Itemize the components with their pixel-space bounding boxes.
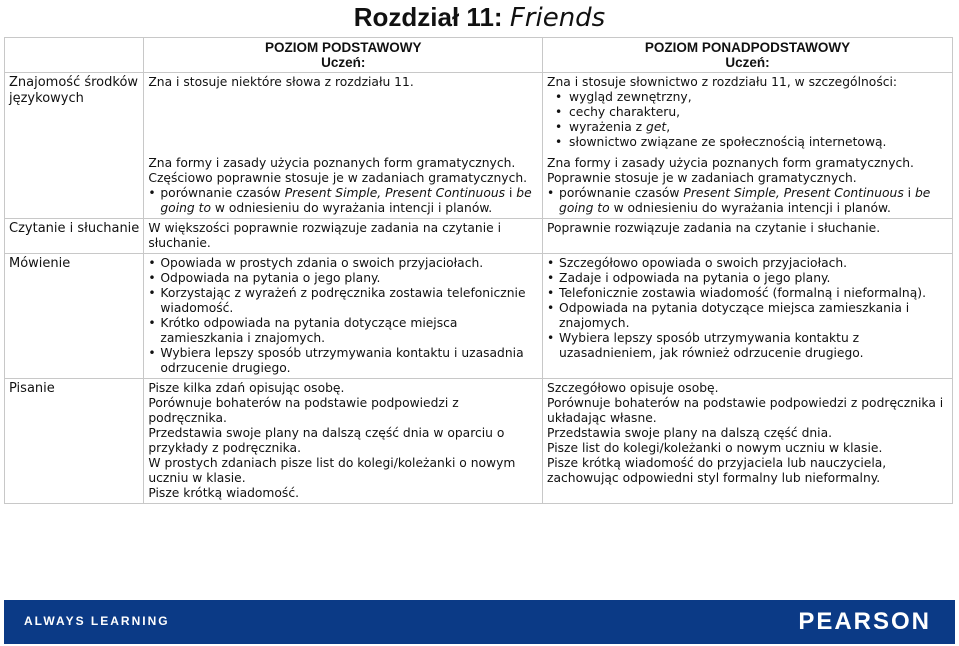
- header-row: [5, 38, 953, 73]
- language-basic-grammar: Zna formy i zasady użycia poznanych form gramatycznych.: [148, 156, 516, 170]
- list-item: Pisze kilka zdań opisując osobę.: [148, 381, 345, 395]
- title-main: Rozdział 11:: [353, 2, 503, 32]
- list-item: • Korzystając z wyrażeń z podręcznika zostawia telefonicznie wiadomość.: [148, 286, 538, 316]
- list-item: • cechy charakteru,: [547, 105, 948, 120]
- list-item: • Telefonicznie zostawia wiadomość (formalną i nieformalną).: [547, 286, 948, 301]
- list-item: • Odpowiada na pytania o jego plany.: [148, 271, 538, 286]
- speaking-basic-list: [148, 256, 538, 376]
- advanced-level-header: [543, 38, 953, 73]
- footer-tagline: ALWAYS LEARNING: [24, 614, 170, 628]
- list-item: • wyrażenia z get,: [547, 120, 948, 135]
- list-item: • Opowiada w prostych zdania o swoich przyjaciołach.: [148, 256, 538, 271]
- row-speaking: [5, 254, 953, 379]
- language-basic-cell: [144, 73, 543, 219]
- reading-advanced-cell: Poprawnie rozwiązuje zadania na czytanie i słuchanie.: [543, 219, 953, 254]
- list-item: W prostych zdaniach pisze list do kolegi/koleżanki o nowym uczniu w klasie.: [148, 456, 516, 485]
- header-empty-cell: [5, 38, 144, 73]
- speaking-advanced-list: [547, 256, 948, 361]
- advanced-level-sub: Uczeń:: [725, 55, 770, 70]
- list-item: • Szczegółowo opowiada o swoich przyjaciołach.: [547, 256, 948, 271]
- language-basic-bullets: [148, 186, 538, 216]
- list-item: Pisze list do kolegi/koleżanki o nowym uczniu w klasie.: [547, 441, 883, 455]
- list-item: Porównuje bohaterów na podstawie podpowiedzi z podręcznika i układając własne.: [547, 396, 944, 425]
- language-advanced-grammar: Zna formy i zasady użycia poznanych form gramatycznych.: [547, 156, 914, 170]
- list-item: • Zadaje i odpowiada na pytania o jego plany.: [547, 271, 948, 286]
- row-label-speaking: Mówienie: [5, 254, 144, 379]
- list-item: Przedstawia swoje plany na dalszą część dnia.: [547, 426, 833, 440]
- publisher-footer: [4, 600, 955, 644]
- language-advanced-grammar-use: Poprawnie stosuje je w zadaniach gramatycznych.: [547, 171, 857, 185]
- list-item: • Krótko odpowiada na pytania dotyczące miejsca zamieszkania i znajomych.: [148, 316, 538, 346]
- basic-level-sub: Uczeń:: [321, 55, 366, 70]
- row-label-reading: Czytanie i słuchanie: [5, 219, 144, 254]
- page-title: [0, 2, 959, 33]
- language-advanced-cell: [543, 73, 953, 219]
- language-advanced-bullets: [547, 186, 948, 216]
- list-item: Porównuje bohaterów na podstawie podpowiedzi z podręcznika.: [148, 396, 459, 425]
- writing-advanced-cell: [543, 379, 953, 504]
- list-item: Szczegółowo opisuje osobę.: [547, 381, 719, 395]
- speaking-advanced-cell: [543, 254, 953, 379]
- language-basic-vocab: Zna i stosuje niektóre słowa z rozdziału 11.: [148, 75, 414, 89]
- row-label-language: Znajomość środków językowych: [5, 73, 144, 219]
- list-item: Pisze krótką wiadomość.: [148, 486, 300, 500]
- brand-logo: PEARSON: [798, 608, 931, 635]
- advanced-level-name: POZIOM PONADPODSTAWOWY: [644, 40, 851, 55]
- basic-level-header: [144, 38, 543, 73]
- list-item: • słownictwo związane ze społecznością internetową.: [547, 135, 948, 150]
- speaking-basic-cell: [144, 254, 543, 379]
- list-item: • Wybiera lepszy sposób utrzymywania kontaktu i uzasadnia odrzucenie drugiego.: [148, 346, 538, 376]
- language-basic-grammar-use: Częściowo poprawnie stosuje je w zadaniach gramatycznych.: [148, 171, 528, 185]
- list-item: Przedstawia swoje plany na dalszą część dnia w oparciu o przykłady z podręcznika.: [148, 426, 505, 455]
- row-language: [5, 73, 953, 219]
- basic-level-name: POZIOM PODSTAWOWY: [264, 40, 422, 55]
- language-advanced-vocab: Zna i stosuje słownictwo z rozdziału 11, w szczególności:: [547, 75, 898, 89]
- language-advanced-compare: • porównanie czasów Present Simple, Present Continuous i be going to w odniesieniu do wyrażania intencji i planów.: [547, 186, 948, 216]
- reading-basic-cell: W większości poprawnie rozwiązuje zadania na czytanie i słuchanie.: [144, 219, 543, 254]
- row-label-writing: Pisanie: [5, 379, 144, 504]
- list-item: Pisze krótką wiadomość do przyjaciela lub nauczyciela, zachowując odpowiedni styl formalny lub nieformalny.: [547, 456, 887, 485]
- list-item: • Wybiera lepszy sposób utrzymywania kontaktu z uzasadnieniem, jak również odrzucenie drugiego.: [547, 331, 948, 361]
- writing-basic-cell: [144, 379, 543, 504]
- language-advanced-vocab-list: [547, 90, 948, 150]
- requirements-table: [4, 37, 953, 504]
- title-subject: Friends: [509, 3, 606, 33]
- row-writing: [5, 379, 953, 504]
- list-item: • Odpowiada na pytania dotyczące miejsca zamieszkania i znajomych.: [547, 301, 948, 331]
- language-basic-compare: • porównanie czasów Present Simple, Present Continuous i be going to w odniesieniu do wyrażania intencji i planów.: [148, 186, 538, 216]
- row-reading: [5, 219, 953, 254]
- list-item: • wygląd zewnętrzny,: [547, 90, 948, 105]
